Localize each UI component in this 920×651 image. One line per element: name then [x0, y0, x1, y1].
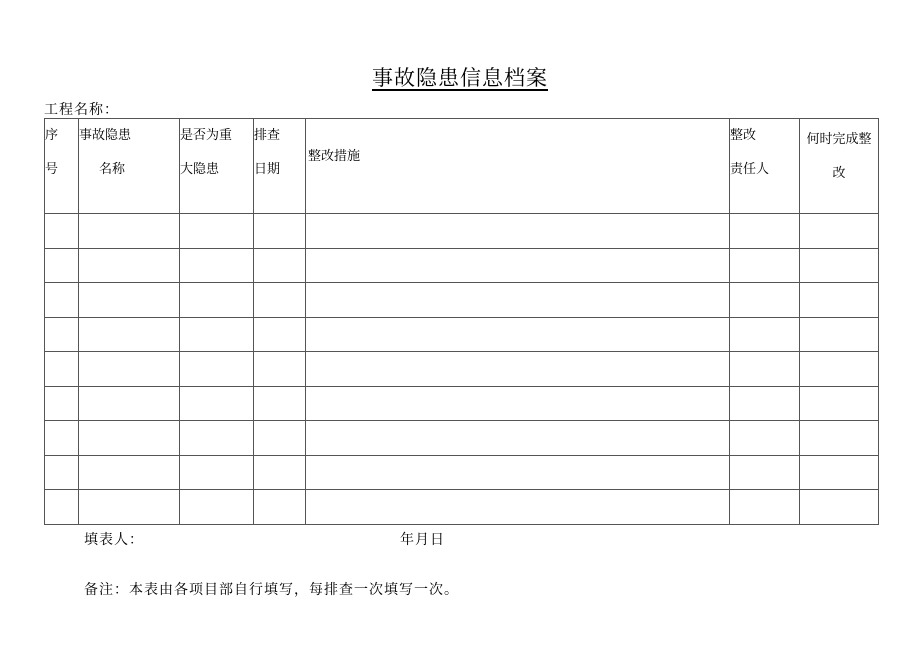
cell-is-major-hazard[interactable]: [180, 386, 254, 421]
cell-serial-number[interactable]: [45, 421, 79, 456]
header-serial-number: 序 号: [45, 119, 79, 214]
cell-completion-time[interactable]: [800, 490, 879, 525]
cell-rectification-measures[interactable]: [306, 317, 730, 352]
cell-completion-time[interactable]: [800, 455, 879, 490]
cell-responsible-person[interactable]: [730, 283, 800, 318]
header-is-major-hazard: 是否为重 大隐患: [180, 119, 254, 214]
cell-hazard-name[interactable]: [79, 214, 180, 249]
cell-inspection-date[interactable]: [254, 421, 306, 456]
cell-completion-time[interactable]: [800, 283, 879, 318]
cell-hazard-name[interactable]: [79, 386, 180, 421]
cell-rectification-measures[interactable]: [306, 421, 730, 456]
table-header-row: [45, 119, 879, 214]
header-hazard-name: 事故隐患 名称: [79, 119, 180, 214]
cell-is-major-hazard[interactable]: [180, 352, 254, 387]
cell-inspection-date[interactable]: [254, 317, 306, 352]
cell-responsible-person[interactable]: [730, 248, 800, 283]
cell-completion-time[interactable]: [800, 248, 879, 283]
cell-hazard-name[interactable]: [79, 283, 180, 318]
cell-rectification-measures[interactable]: [306, 283, 730, 318]
cell-serial-number[interactable]: [45, 317, 79, 352]
cell-responsible-person[interactable]: [730, 317, 800, 352]
table-row: [45, 214, 879, 249]
cell-serial-number[interactable]: [45, 352, 79, 387]
cell-serial-number[interactable]: [45, 248, 79, 283]
table-row: [45, 386, 879, 421]
cell-hazard-name[interactable]: [79, 490, 180, 525]
cell-responsible-person[interactable]: [730, 455, 800, 490]
cell-rectification-measures[interactable]: [306, 352, 730, 387]
cell-is-major-hazard[interactable]: [180, 283, 254, 318]
header-responsible-person: 整改 责任人: [730, 119, 800, 214]
remark-note: 备注：本表由各项目部自行填写，每排查一次填写一次。: [84, 582, 459, 598]
cell-rectification-measures[interactable]: [306, 490, 730, 525]
cell-inspection-date[interactable]: [254, 248, 306, 283]
header-rectification-measures: 整改措施: [306, 119, 730, 214]
cell-completion-time[interactable]: [800, 317, 879, 352]
cell-responsible-person[interactable]: [730, 490, 800, 525]
cell-inspection-date[interactable]: [254, 352, 306, 387]
cell-inspection-date[interactable]: [254, 214, 306, 249]
cell-is-major-hazard[interactable]: [180, 317, 254, 352]
hazard-archive-table: [44, 118, 879, 525]
cell-hazard-name[interactable]: [79, 455, 180, 490]
table-row: [45, 283, 879, 318]
cell-inspection-date[interactable]: [254, 283, 306, 318]
cell-is-major-hazard[interactable]: [180, 248, 254, 283]
cell-completion-time[interactable]: [800, 421, 879, 456]
cell-inspection-date[interactable]: [254, 386, 306, 421]
cell-serial-number[interactable]: [45, 283, 79, 318]
cell-inspection-date[interactable]: [254, 455, 306, 490]
cell-completion-time[interactable]: [800, 352, 879, 387]
cell-rectification-measures[interactable]: [306, 248, 730, 283]
table-row: [45, 248, 879, 283]
cell-rectification-measures[interactable]: [306, 455, 730, 490]
header-inspection-date: 排查 日期: [254, 119, 306, 214]
cell-rectification-measures[interactable]: [306, 214, 730, 249]
cell-is-major-hazard[interactable]: [180, 214, 254, 249]
cell-hazard-name[interactable]: [79, 352, 180, 387]
header-completion-time: 何时完成整 改: [800, 119, 879, 214]
table-row: [45, 421, 879, 456]
project-name-label: 工程名称：: [44, 102, 119, 118]
filler-label: 填表人：: [84, 532, 144, 548]
cell-hazard-name[interactable]: [79, 317, 180, 352]
cell-inspection-date[interactable]: [254, 490, 306, 525]
table-row: [45, 352, 879, 387]
cell-responsible-person[interactable]: [730, 421, 800, 456]
cell-responsible-person[interactable]: [730, 386, 800, 421]
table-row: [45, 317, 879, 352]
cell-hazard-name[interactable]: [79, 248, 180, 283]
date-label: 年月日: [400, 532, 445, 548]
cell-serial-number[interactable]: [45, 455, 79, 490]
cell-serial-number[interactable]: [45, 386, 79, 421]
cell-is-major-hazard[interactable]: [180, 421, 254, 456]
cell-completion-time[interactable]: [800, 214, 879, 249]
cell-is-major-hazard[interactable]: [180, 455, 254, 490]
cell-is-major-hazard[interactable]: [180, 490, 254, 525]
cell-responsible-person[interactable]: [730, 352, 800, 387]
cell-serial-number[interactable]: [45, 490, 79, 525]
cell-serial-number[interactable]: [45, 214, 79, 249]
document-title-text: 事故隐患信息档案: [372, 66, 548, 90]
cell-responsible-person[interactable]: [730, 214, 800, 249]
cell-hazard-name[interactable]: [79, 421, 180, 456]
table-row: [45, 455, 879, 490]
document-title: [0, 62, 920, 92]
table-row: [45, 490, 879, 525]
cell-completion-time[interactable]: [800, 386, 879, 421]
cell-rectification-measures[interactable]: [306, 386, 730, 421]
